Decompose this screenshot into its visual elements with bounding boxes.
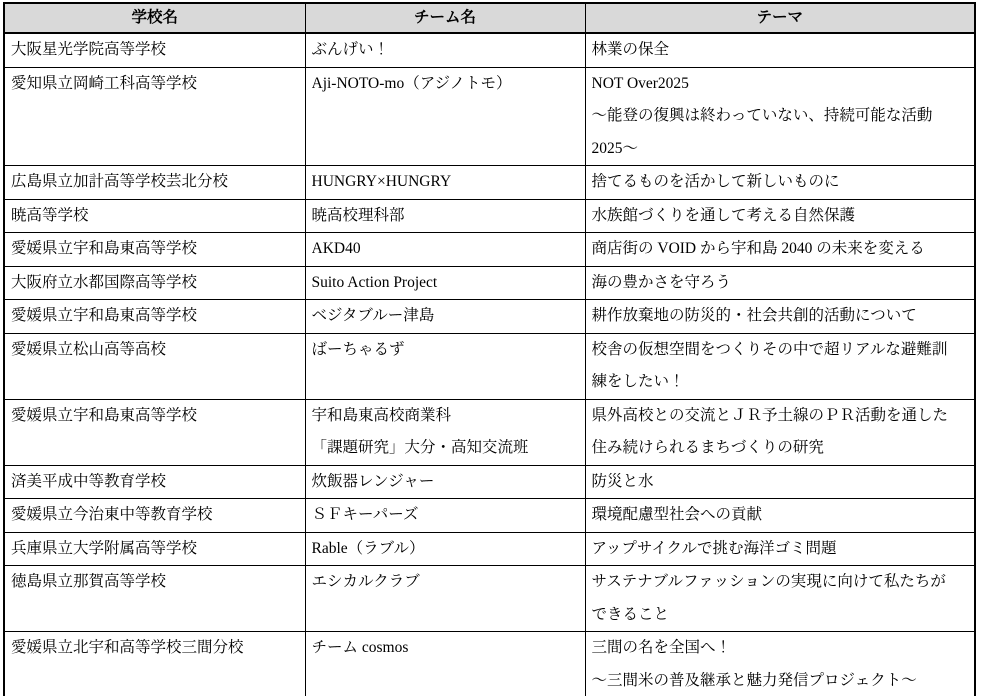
cell-line: アップサイクルで挑む海洋ゴミ問題 xyxy=(591,539,837,557)
cell-line: 耕作放棄地の防災的・社会共創的活動について xyxy=(591,307,917,324)
cell-line: 環境配慮型社会への貢献 xyxy=(591,506,763,523)
table-row xyxy=(4,632,975,696)
team-cell xyxy=(305,532,585,566)
table-row xyxy=(4,67,975,166)
cell-line: 暁高校理科部 xyxy=(311,206,405,224)
theme-cell xyxy=(585,166,975,200)
team-cell xyxy=(305,465,585,499)
team-cell xyxy=(305,300,585,334)
cell-line: できること xyxy=(591,605,670,623)
cell-line: 校舎の仮想空間をつくりその中で超リアルな避難訓 xyxy=(591,340,948,358)
cell-line: サステナブルファッションの実現に向けて私たちが xyxy=(591,573,946,590)
table-body xyxy=(4,33,975,696)
table-row xyxy=(4,199,975,233)
table-row xyxy=(4,399,975,465)
cell-line: 愛知県立岡崎工科高等学校 xyxy=(11,74,198,92)
cell-line: 捨てるものを活かして新しいものに xyxy=(591,173,840,190)
table-row xyxy=(4,233,975,267)
team-cell xyxy=(305,632,585,696)
cell-line: AKD40 xyxy=(311,240,361,257)
school-cell xyxy=(4,465,305,499)
cell-line: ～能登の復興は終わっていない、持続可能な活動 xyxy=(591,107,933,124)
cell-line: 大阪府立水都国際高等学校 xyxy=(11,273,198,291)
school-cell xyxy=(4,300,305,334)
cell-line: 大阪星光学院高等学校 xyxy=(11,41,167,58)
cell-line: ぶんげい！ xyxy=(311,41,390,58)
cell-line: ベジタブルー津島 xyxy=(311,307,435,324)
table-row xyxy=(4,166,975,200)
table-row xyxy=(4,333,975,399)
theme-cell xyxy=(585,266,975,300)
theme-cell xyxy=(585,499,975,533)
team-cell xyxy=(305,333,585,399)
cell-line: 海の豊かさを守ろう xyxy=(591,273,732,291)
cell-line: 商店街の VOID から宇和島 2040 の未来を変える xyxy=(591,240,925,257)
theme-cell xyxy=(585,333,975,399)
header-row xyxy=(4,3,975,33)
school-cell xyxy=(4,333,305,399)
school-cell xyxy=(4,67,305,166)
theme-cell xyxy=(585,300,975,334)
team-cell xyxy=(305,499,585,533)
school-cell xyxy=(4,499,305,533)
cell-line: 愛媛県立宇和島東高等学校 xyxy=(11,406,198,424)
theme-cell xyxy=(585,199,975,233)
cell-line: 住み続けられるまちづくりの研究 xyxy=(591,439,824,456)
table-row xyxy=(4,499,975,533)
school-cell xyxy=(4,632,305,696)
table-row xyxy=(4,532,975,566)
cell-line: 2025～ xyxy=(591,139,639,157)
cell-line: Aji-NOTO-mo（アジノトモ） xyxy=(311,74,512,92)
cell-line: ＳＦキーパーズ xyxy=(311,506,419,523)
theme-cell xyxy=(585,465,975,499)
school-cell xyxy=(4,199,305,233)
school-cell xyxy=(4,233,305,267)
cell-line: 広島県立加計高等学校芸北分校 xyxy=(11,173,229,190)
cell-line: エシカルクラブ xyxy=(311,573,420,590)
cell-line: 愛媛県立今治東中等教育学校 xyxy=(11,506,213,523)
cell-line: 林業の保全 xyxy=(591,41,670,58)
cell-line: 県外高校との交流とＪＲ予土線のＰＲ活動を通した xyxy=(591,406,949,424)
team-cell xyxy=(305,67,585,166)
cell-line: 愛媛県立宇和島東高等学校 xyxy=(11,240,198,257)
cell-line: チーム cosmos xyxy=(311,639,409,656)
cell-line: 徳島県立那賀高等学校 xyxy=(11,573,167,590)
theme-cell xyxy=(585,33,975,67)
results-table xyxy=(3,2,976,696)
theme-cell xyxy=(585,67,975,166)
theme-cell xyxy=(585,632,975,696)
theme-cell xyxy=(585,399,975,465)
cell-line: Rable（ラブル） xyxy=(311,539,425,557)
table-row xyxy=(4,300,975,334)
school-cell xyxy=(4,532,305,566)
cell-line: 「課題研究」大分・高知交流班 xyxy=(311,439,529,456)
column-header-school: 学校名 xyxy=(4,3,305,33)
cell-line: 水族館づくりを通して考える自然保護 xyxy=(591,206,856,224)
school-cell xyxy=(4,33,305,67)
team-cell xyxy=(305,233,585,267)
cell-line: Suito Action Project xyxy=(311,273,438,291)
table-row xyxy=(4,566,975,632)
school-cell xyxy=(4,166,305,200)
team-cell xyxy=(305,399,585,465)
cell-line: 防災と水 xyxy=(591,472,654,490)
school-cell xyxy=(4,399,305,465)
cell-line: 練をしたい！ xyxy=(591,373,685,390)
table-row xyxy=(4,33,975,67)
cell-line: 兵庫県立大学附属高等学校 xyxy=(11,539,198,557)
cell-line: 三間の名を全国へ！ xyxy=(591,639,732,656)
table-row xyxy=(4,266,975,300)
team-cell xyxy=(305,199,585,233)
cell-line: 愛媛県立松山高等高校 xyxy=(11,340,167,358)
cell-line: 宇和島東高校商業科 xyxy=(311,406,452,424)
cell-line: 愛媛県立宇和島東高等学校 xyxy=(11,307,198,324)
cell-line: NOT Over2025 xyxy=(591,74,689,92)
column-header-theme: テーマ xyxy=(585,3,975,33)
theme-cell xyxy=(585,233,975,267)
cell-line: 炊飯器レンジャー xyxy=(311,472,435,490)
theme-cell xyxy=(585,532,975,566)
cell-line: ～三間米の普及継承と魅力発信プロジェクト～ xyxy=(591,671,917,689)
theme-cell xyxy=(585,566,975,632)
team-cell xyxy=(305,33,585,67)
team-cell xyxy=(305,566,585,632)
cell-line: 済美平成中等教育学校 xyxy=(11,472,167,490)
column-header-team: チーム名 xyxy=(305,3,585,33)
cell-line: HUNGRY×HUNGRY xyxy=(311,173,452,190)
school-cell xyxy=(4,266,305,300)
cell-line: ばーちゃるず xyxy=(311,340,405,358)
cell-line: 愛媛県立北宇和高等学校三間分校 xyxy=(11,639,244,656)
school-cell xyxy=(4,566,305,632)
table-row xyxy=(4,465,975,499)
team-cell xyxy=(305,266,585,300)
cell-line: 暁高等学校 xyxy=(11,206,89,224)
team-cell xyxy=(305,166,585,200)
